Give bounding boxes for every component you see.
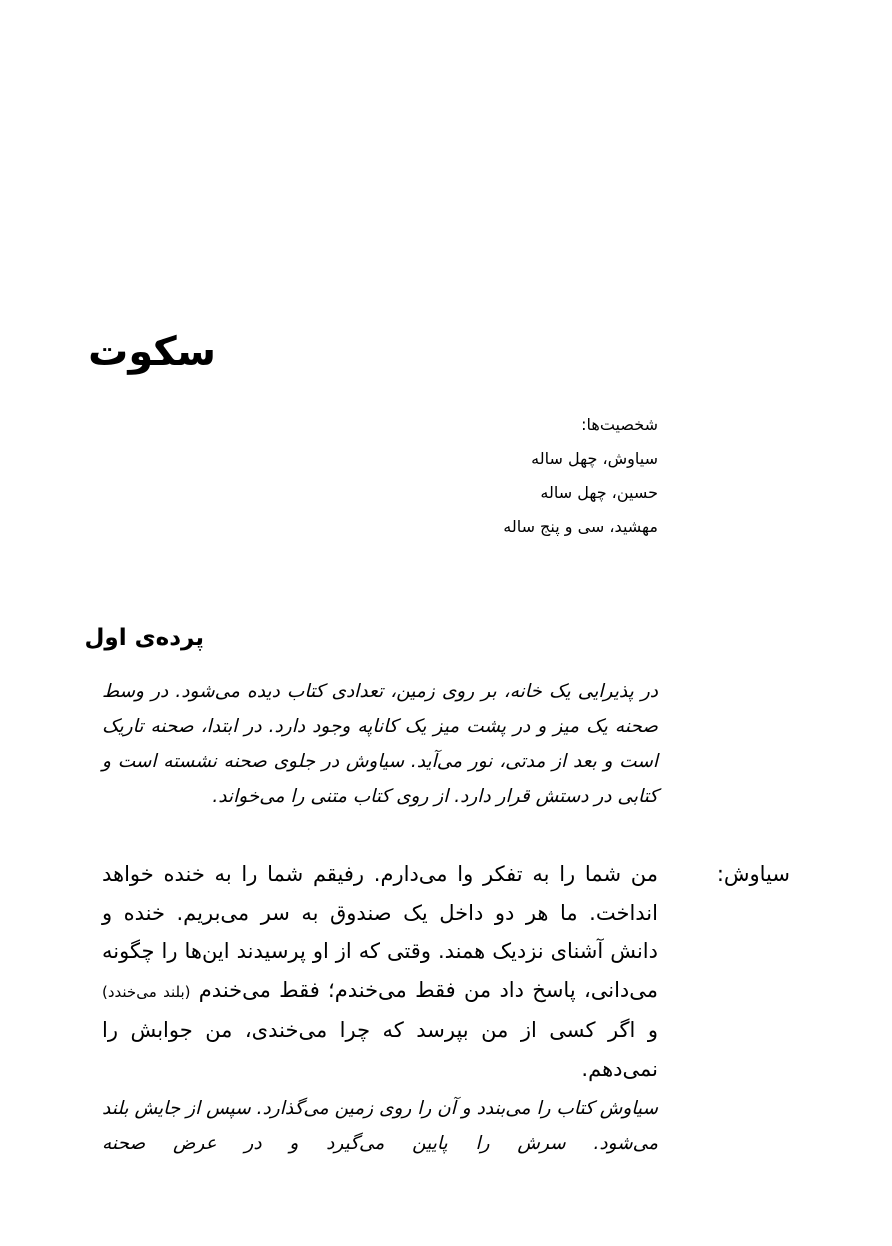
character-list [358,408,658,544]
characters-heading: شخصیت‌ها: [581,415,658,434]
character-item: مهشید، سی و پنج ساله [503,517,658,536]
character-item: سیاوش، چهل ساله [531,449,658,468]
dialogue-text-part: و اگر کسی از من بپرسد که چرا می‌خندی، من جوابش را نمی‌دهم. [102,1018,658,1081]
dialogue-aside: (بلند می‌خندد) [102,982,191,1001]
dialogue-text [102,855,658,1088]
stage-direction: سیاوش کتاب را می‌بندد و آن را روی زمین می‌گذارد. سپس از جایش بلند می‌شود. سرش را پایین می‌گیرد و در عرض صحنه [102,1098,658,1154]
speaker-name: سیاوش: [716,862,790,886]
act-heading: پرده‌ی اول [84,625,204,651]
play-title: سکوت [88,329,216,375]
dialogue-text-part: من شما را به تفکر وا می‌دارم. رفیقم شما را به خنده خواهد انداخت. ما هر دو داخل یک صندوق به سر می‌بریم. خنده و دانش آشنای نزدیک همند. وقتی که از او پرسیدند این‌ها را چگونه می‌دانی، پاسخ داد من فقط می‌خندم؛ فقط می‌خندم [102,862,659,1002]
character-item: حسین، چهل ساله [540,483,658,502]
stage-direction: در پذیرایی یک خانه، بر روی زمین، تعدادی کتاب دیده می‌شود. در وسط صحنه یک میز و در پشت میز یک کاناپه وجود دارد. در ابتدا، صحنه تاریک است و بعد از مدتی، نور می‌آید. سیاوش در جلوی صحنه نشسته است و کتابی در دستش قرار دارد. از روی کتاب متنی را می‌خواند. [102,681,658,807]
